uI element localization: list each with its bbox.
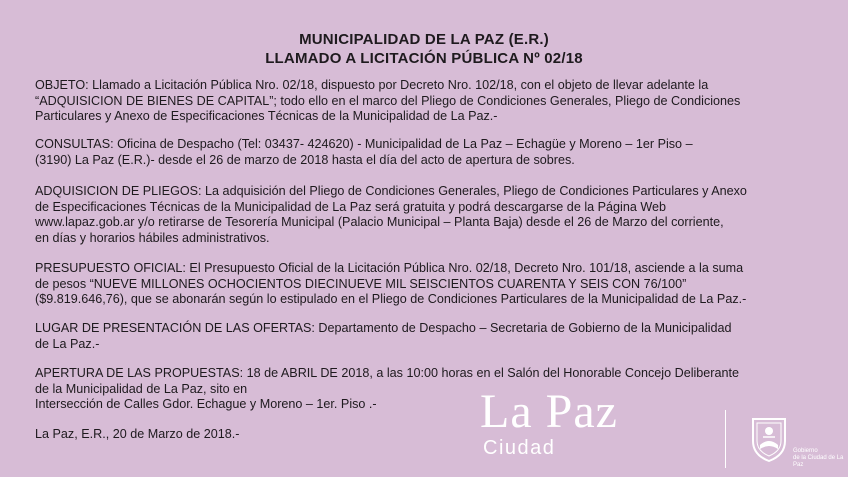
- paragraph-lugar: LUGAR DE PRESENTACIÓN DE LAS OFERTAS: Departamento de Despacho – Secretaria de Gobierno de la Municipalidad de La Paz.-: [35, 321, 732, 351]
- header-municipality: MUNICIPALIDAD DE LA PAZ (E.R.): [299, 31, 549, 48]
- paragraph-adquisicion: ADQUISICION DE PLIEGOS: La adquisición del Pliego de Condiciones Generales, Pliego de Condiciones Particulares y Anexo de Especificaciones Técnicas de la Municipalidad de La Paz será gratuita y podrá descargarse de la Página Web www.lapaz.gob.ar y/o retirarse de Tesorería Municipal (Palacio Municipal – Planta Baja) desde el 26 de Marzo del corriente, en días y horarios hábiles administrativos.: [35, 184, 747, 245]
- city-seal-icon: [749, 413, 789, 463]
- la-paz-logo: La Paz: [480, 385, 618, 438]
- paragraph-apertura: APERTURA DE LAS PROPUESTAS: 18 de ABRIL DE 2018, a las 10:00 horas en el Salón del Honorable Concejo Deliberante de la Municipalidad de La Paz, sito en Intersección de Calles Gdor. Echague y Moreno – 1er. Piso .-: [35, 366, 740, 412]
- government-label: Gobierno de la Ciudad de La Paz: [793, 448, 844, 468]
- header-tender-call: LLAMADO A LICITACIÓN PÚBLICA Nº 02/18: [265, 50, 583, 67]
- ciudad-logo-subtitle: Ciudad: [483, 437, 556, 459]
- paragraph-consultas: CONSULTAS: Oficina de Despacho (Tel: 03437- 424620) - Municipalidad de La Paz – Echagüe y Moreno – 1er Piso – (3190) La Paz (E.R.)- desde el 26 de marzo de 2018 hasta el día del acto de apertura de sobres.: [35, 137, 693, 167]
- logo-divider: [725, 410, 726, 468]
- paragraph-objeto: OBJETO: Llamado a Licitación Pública Nro. 02/18, dispuesto por Decreto Nro. 102/18, con el objeto de llevar adelante la “ADQUISICION DE BIENES DE CAPITAL”; todo ello en el marco del Pliego de Condiciones Generales, Pliego de Condiciones Particulares y Anexo de Especificaciones Técnicas de la Municipalidad de La Paz.-: [35, 78, 741, 124]
- paragraph-presupuesto: PRESUPUESTO OFICIAL: El Presupuesto Oficial de la Licitación Pública Nro. 02/18, Decreto Nro. 101/18, asciende a la suma de pesos “NUEVE MILLONES OCHOCIENTOS DIECINUEVE MIL SEISCIENTOS CUARENTA Y SEIS CON 76/100” ($9.819.646,76), que se abonarán según lo estipulado en el Pliego de Condiciones Particulares de la Municipalidad de La Paz.-: [35, 261, 747, 307]
- paragraph-fecha: La Paz, E.R., 20 de Marzo de 2018.-: [35, 427, 240, 441]
